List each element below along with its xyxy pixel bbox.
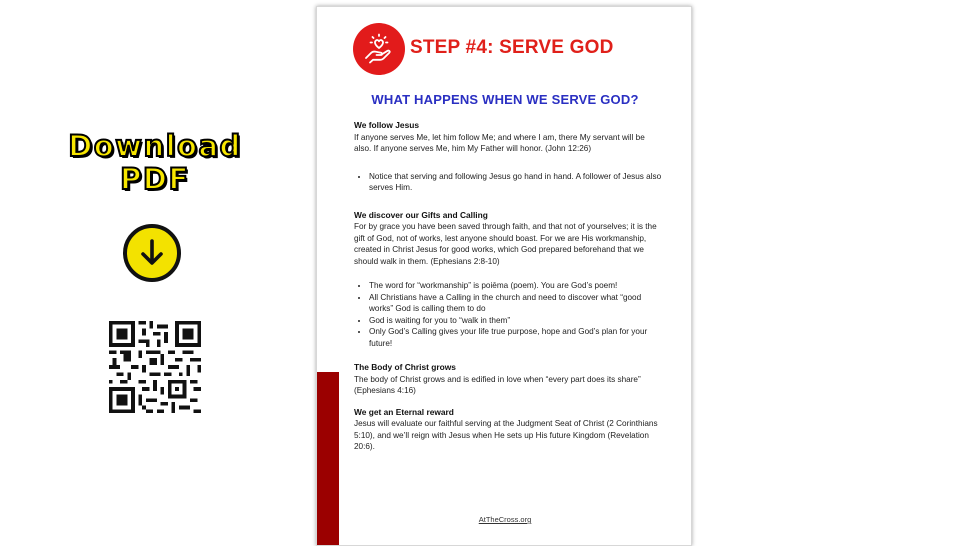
section-body: The body of Christ grows and is edified in love when “every part does its share” (Ephesians 4:16) [354, 374, 641, 395]
list-item: • The word for “workmanship” is poiēma (poem). You are God’s poem! [369, 280, 662, 292]
download-pdf-heading [40, 130, 270, 196]
section-heading: We follow Jesus [354, 120, 420, 130]
list-item: • Only God’s Calling gives your life true purpose, hope and God’s plan for your future! [369, 326, 662, 349]
arrow-down-icon [137, 237, 167, 269]
bullet-list [354, 171, 662, 194]
section-heading: We get an Eternal reward [354, 406, 454, 417]
pdf-label: PDF [120, 162, 190, 196]
section-heading: We discover our Gifts and Calling [354, 209, 488, 220]
hand-holding-heart-icon [353, 23, 405, 75]
section-body: If anyone serves Me, let him follow Me; and where I am, there My servant will be also. If anyone serves Me, him My Father will honor. (John 12:26) [354, 132, 645, 153]
bullet-list [354, 280, 662, 349]
download-label: Download [68, 129, 242, 163]
main-question-heading: WHAT HAPPENS WHEN WE SERVE GOD? [371, 92, 639, 107]
section-body: Jesus will evaluate our faithful serving at the Judgment Seat of Christ (2 Corinthians 5:10), and we’ll reign with Jesus when He sets up His future Kingdom (Revelation 20:6). [354, 419, 658, 451]
step-title: STEP #4: SERVE GOD [410, 37, 614, 58]
qr-code[interactable] [109, 321, 201, 413]
list-item: • All Christians have a Calling in the church and need to discover what “good works” God is calling them to do [369, 292, 662, 315]
list-item: • Notice that serving and following Jesus go hand in hand. A follower of Jesus also serves Him. [369, 171, 662, 194]
section-body: For by grace you have been saved through faith, and that not of yourselves; it is the gift of God, not of works, lest anyone should boast. For we are His workmanship, created in Christ Jesus for good works, which God prepared beforehand that we should walk in them. (Ephesians 2:8-10) [354, 222, 657, 266]
section-heading: The Body of Christ grows [354, 362, 456, 372]
website-link[interactable]: AtTheCross.org [478, 515, 532, 524]
document-content [354, 120, 662, 453]
document-page [316, 6, 692, 546]
list-item: • God is waiting for you to “walk in them” [369, 315, 662, 327]
download-button[interactable] [123, 224, 181, 282]
